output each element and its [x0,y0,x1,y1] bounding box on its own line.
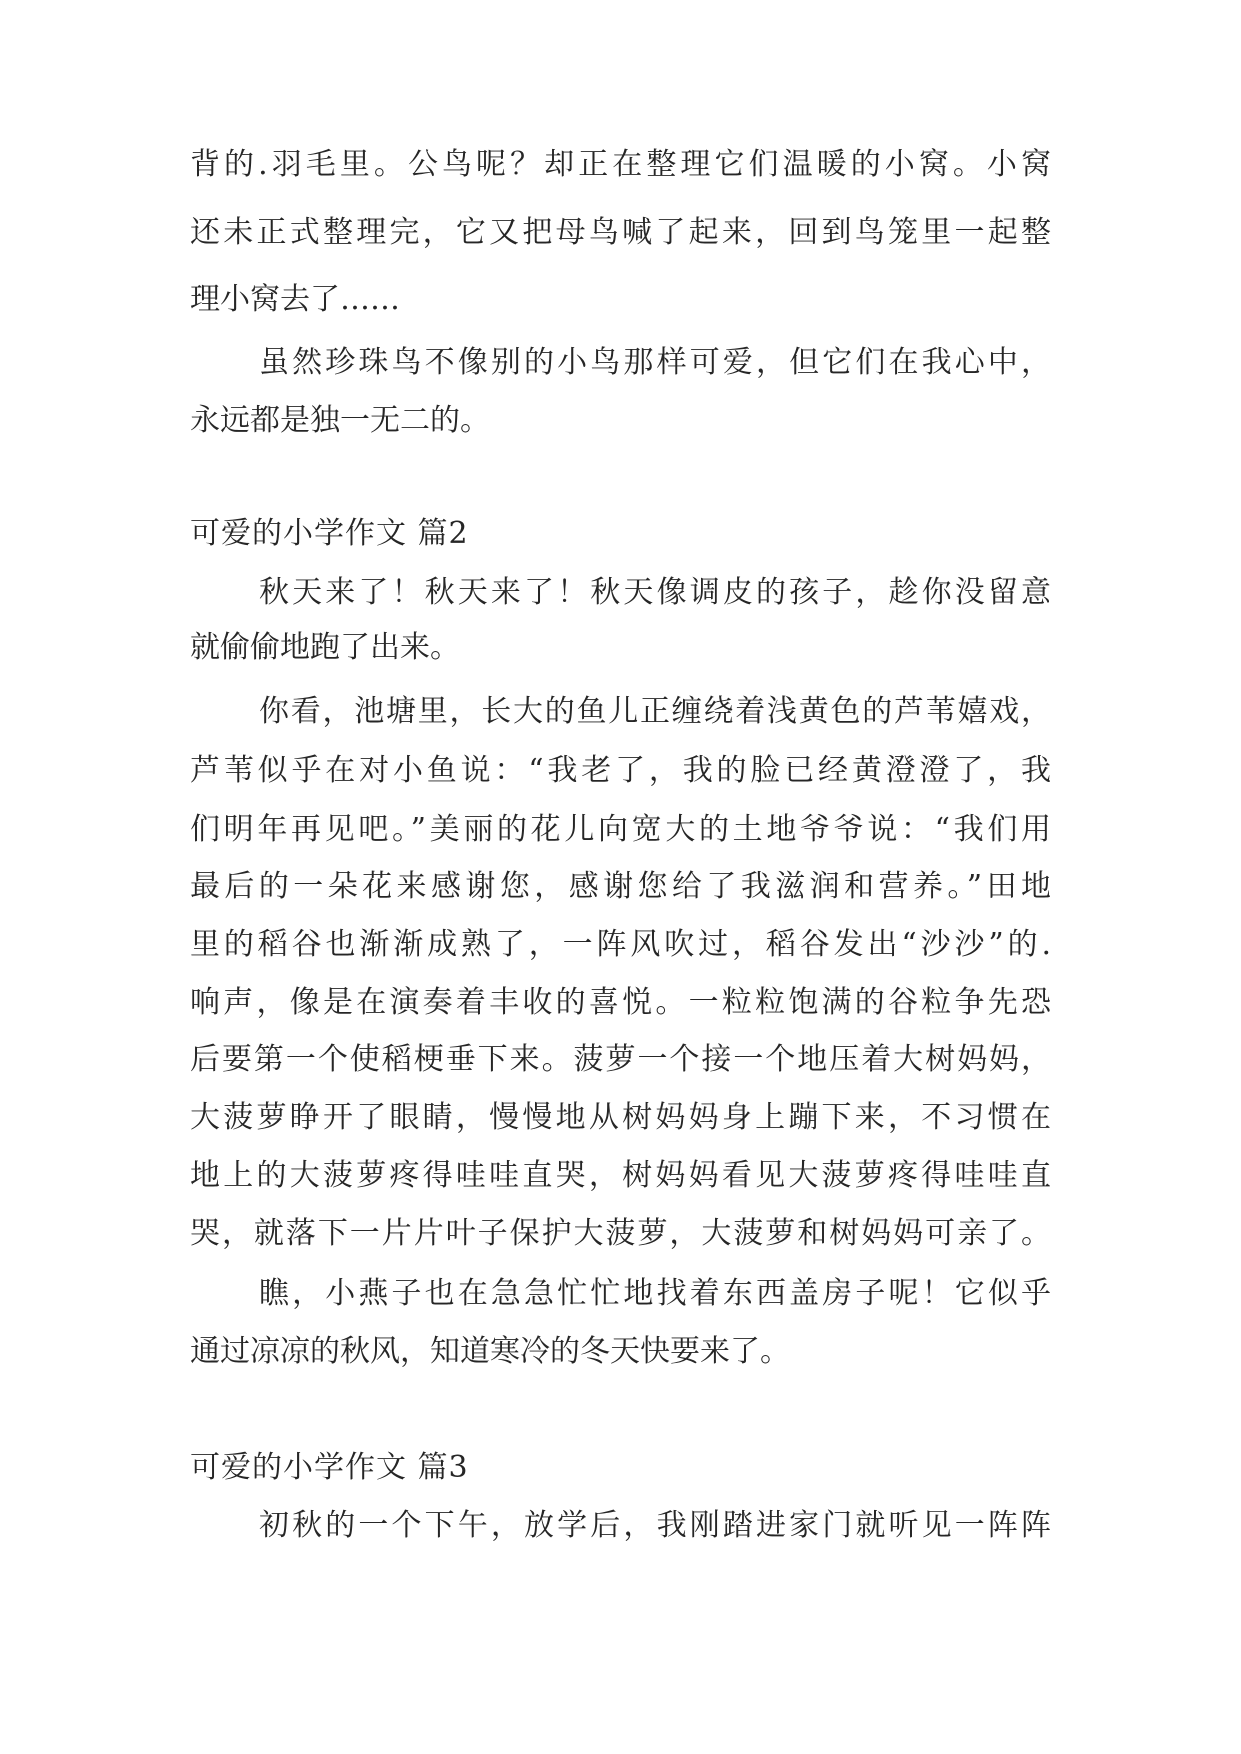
text-line: 后要第一个使稻梗垂下来。菠萝一个接一个地压着大树妈妈， [190,1042,1051,1077]
text-line: 还未正式整理完，它又把母鸟喊了起来，回到鸟笼里一起整 [190,215,1051,250]
section-heading: 可爱的小学作文 篇3 [190,1450,469,1485]
text-line: 最后的一朵花来感谢您，感谢您给了我滋润和营养。”田地 [190,869,1051,904]
text-line: 秋天来了！秋天来了！秋天像调皮的孩子，趁你没留意 [259,575,1051,610]
text-line: 瞧，小燕子也在急急忙忙地找着东西盖房子呢！它似乎 [259,1276,1051,1311]
text-line: 就偷偷地跑了出来。 [190,630,460,665]
text-line: 们明年再见吧。”美丽的花儿向宽大的土地爷爷说：“我们用 [190,812,1051,847]
text-line: 地上的大菠萝疼得哇哇直哭，树妈妈看见大菠萝疼得哇哇直 [190,1158,1051,1193]
text-line: 虽然珍珠鸟不像别的小鸟那样可爱，但它们在我心中， [259,345,1051,380]
text-line: 哭，就落下一片片叶子保护大菠萝，大菠萝和树妈妈可亲了。 [190,1216,1051,1251]
text-line: 背的.羽毛里。公鸟呢？却正在整理它们温暖的小窝。小窝 [190,147,1051,182]
text-line: 响声，像是在演奏着丰收的喜悦。一粒粒饱满的谷粒争先恐 [190,985,1051,1020]
text-line: 你看，池塘里，长大的鱼儿正缠绕着浅黄色的芦苇嬉戏， [259,694,1051,729]
text-line: 芦苇似乎在对小鱼说：“我老了，我的脸已经黄澄澄了，我 [190,753,1051,788]
text-line: 大菠萝睁开了眼睛，慢慢地从树妈妈身上蹦下来，不习惯在 [190,1100,1051,1135]
text-line: 永远都是独一无二的。 [190,403,490,438]
section-heading: 可爱的小学作文 篇2 [190,516,469,551]
text-line: 理小窝去了…… [190,282,400,317]
text-line: 里的稻谷也渐渐成熟了，一阵风吹过，稻谷发出“沙沙”的. [190,927,1051,962]
text-line: 初秋的一个下午，放学后，我刚踏进家门就听见一阵阵 [259,1508,1051,1543]
text-line: 通过凉凉的秋风，知道寒冷的冬天快要来了。 [190,1334,790,1369]
